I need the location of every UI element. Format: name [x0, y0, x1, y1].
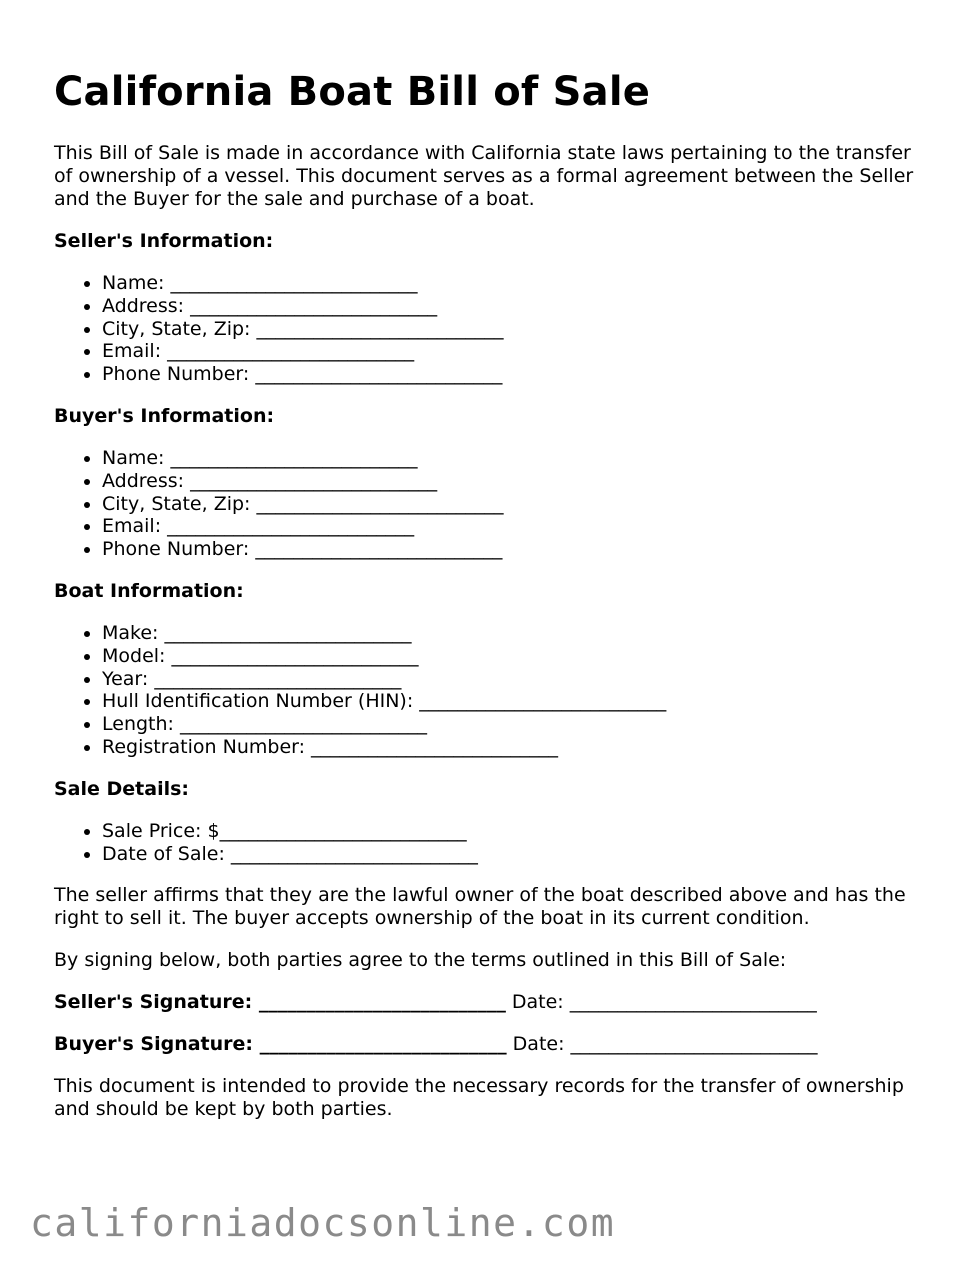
sale-details-list: [54, 820, 934, 866]
bill-of-sale-document: [54, 64, 934, 1140]
boat-year-field: • Year: __________________________: [102, 668, 934, 691]
seller-signature-label: Seller's Signature: __________________________: [54, 991, 506, 1014]
boat-hin-field: • Hull Identification Number (HIN): __________________________: [102, 690, 934, 713]
sale-date-field: • Date of Sale: __________________________: [102, 843, 934, 866]
seller-info-list: [54, 272, 934, 386]
page-title: California Boat Bill of Sale: [54, 69, 651, 115]
buyer-email-field: • Email: __________________________: [102, 515, 934, 538]
seller-email-field: • Email: __________________________: [102, 340, 934, 363]
buyer-address-field: • Address: __________________________: [102, 470, 934, 493]
buyer-info-list: [54, 447, 934, 561]
boat-info-list: [54, 622, 934, 759]
boat-make-field: • Make: __________________________: [102, 622, 934, 645]
seller-name-field: • Name: __________________________: [102, 272, 934, 295]
buyer-heading: Buyer's Information:: [54, 404, 275, 427]
buyer-signature-date: Date: __________________________: [506, 1033, 818, 1056]
seller-signature-line: [54, 991, 934, 1014]
site-watermark: californiadocsonline.com: [30, 1201, 616, 1245]
boat-model-field: • Model: __________________________: [102, 645, 934, 668]
intro-paragraph: This Bill of Sale is made in accordance with California state laws pertaining to the transfer of ownership of a vessel. This document serves as a formal agreement between the Seller and the Buyer for the sale and purchase of a boat.: [54, 142, 914, 210]
seller-phone-field: • Phone Number: __________________________: [102, 363, 934, 386]
seller-city-state-zip-field: • City, State, Zip: __________________________: [102, 318, 934, 341]
seller-address-field: • Address: __________________________: [102, 295, 934, 318]
affirmation-paragraph: The seller affirms that they are the lawful owner of the boat described above and has the right to sell it. The buyer accepts ownership of the boat in its current condition.: [54, 884, 906, 930]
buyer-phone-field: • Phone Number: __________________________: [102, 538, 934, 561]
boat-heading: Boat Information:: [54, 579, 244, 602]
seller-signature-date: Date: __________________________: [505, 991, 817, 1014]
buyer-name-field: • Name: __________________________: [102, 447, 934, 470]
signing-intro: By signing below, both parties agree to the terms outlined in this Bill of Sale:: [54, 949, 787, 972]
seller-heading: Seller's Information:: [54, 230, 274, 252]
boat-registration-field: • Registration Number: __________________________: [102, 736, 934, 759]
boat-length-field: • Length: __________________________: [102, 713, 934, 736]
closing-paragraph: This document is intended to provide the necessary records for the transfer of ownership and should be kept by both parties.: [54, 1075, 904, 1121]
buyer-signature-line: [54, 1033, 934, 1056]
sale-heading: Sale Details:: [54, 777, 190, 800]
sale-price-field: • Sale Price: $__________________________: [102, 820, 934, 843]
buyer-city-state-zip-field: • City, State, Zip: __________________________: [102, 493, 934, 516]
buyer-signature-label: Buyer's Signature: __________________________: [54, 1033, 507, 1056]
